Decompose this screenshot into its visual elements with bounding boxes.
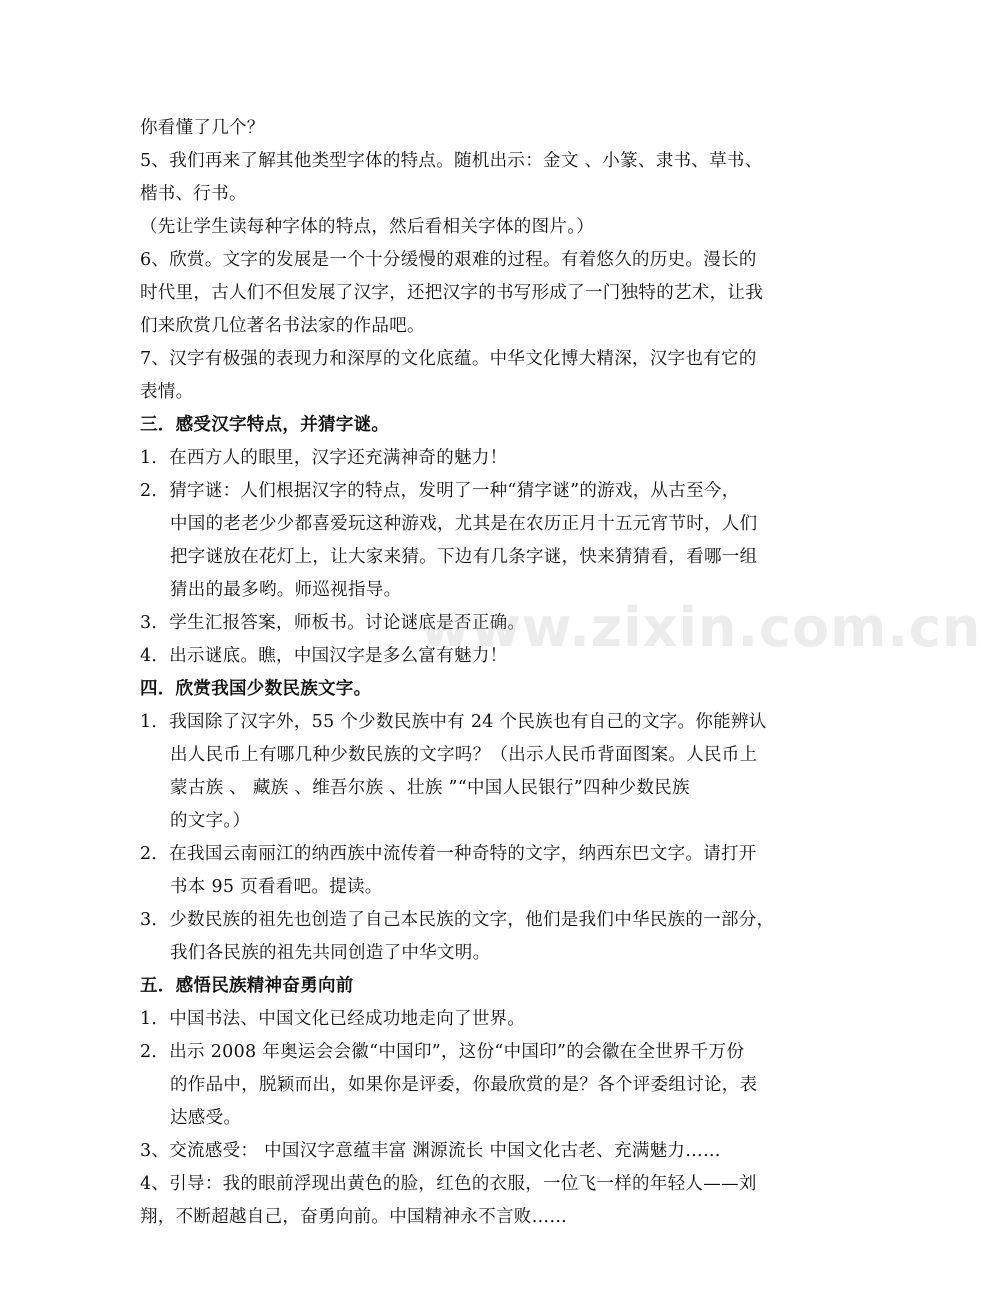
watermark: www.zixin.com.cn <box>420 596 981 659</box>
text-line: 中国的老老少少都喜爱玩这种游戏，尤其是在农历正月十五元宵节时，人们 <box>170 514 758 534</box>
section-heading: 四．欣赏我国少数民族文字。 <box>140 679 372 699</box>
text-line: 1．在西方人的眼里，汉字还充满神奇的魅力！ <box>140 448 508 468</box>
text-line: 2．出示 2008 年奥运会会徽“中国印”，这份“中国印”的会徽在全世界千万份 <box>140 1042 745 1062</box>
text-line: 们来欣赏几位著名书法家的作品吧。 <box>140 316 425 336</box>
text-line: 的文字。） <box>170 811 251 831</box>
section-heading: 三．感受汉字特点，并猜字谜。 <box>140 415 390 435</box>
text-line: 出人民币上有哪几种少数民族的文字吗？（出示人民币背面图案。人民币上 <box>170 745 758 765</box>
text-line: 我们各民族的祖先共同创造了中华文明。 <box>170 943 491 963</box>
text-line: 3、交流感受： 中国汉字意蕴丰富 渊源流长 中国文化古老、充满魅力…… <box>140 1141 721 1161</box>
document-body <box>140 112 785 1234</box>
text-line: 猜出的最多哟。师巡视指导。 <box>170 580 402 600</box>
text-line: 翔，不断超越自己，奋勇向前。中国精神永不言败…… <box>140 1207 568 1227</box>
text-line: 表情。 <box>140 382 194 402</box>
text-line: 5、我们再来了解其他类型字体的特点。随机出示：金文 、小篆、隶书、草书、 <box>140 151 763 171</box>
text-line: 4．出示谜底。瞧，中国汉字是多么富有魅力！ <box>140 646 508 666</box>
text-line: 1．我国除了汉字外，55 个少数民族中有 24 个民族也有自己的文字。你能辨认 <box>140 712 767 732</box>
text-line: （先让学生读每种字体的特点，然后看相关字体的图片。） <box>140 217 595 237</box>
text-line: 7、汉字有极强的表现力和深厚的文化底蕴。中华文化博大精深，汉字也有它的 <box>140 349 757 369</box>
text-line: 2．猜字谜：人们根据汉字的特点，发明了一种“猜字谜”的游戏，从古至今， <box>140 481 740 501</box>
text-line: 4、引导：我的眼前浮现出黄色的脸，红色的衣服，一位飞一样的年轻人——刘 <box>140 1174 757 1194</box>
text-line: 6、欣赏。文字的发展是一个十分缓慢的艰难的过程。有着悠久的历史。漫长的 <box>140 250 757 270</box>
section-heading: 五．感悟民族精神奋勇向前 <box>140 976 354 996</box>
text-line: 3．少数民族的祖先也创造了自己本民族的文字，他们是我们中华民族的一部分， <box>140 910 775 930</box>
text-line: 楷书、行书。 <box>140 184 247 204</box>
text-line: 3．学生汇报答案，师板书。讨论谜底是否正确。 <box>140 613 526 633</box>
text-line: 你看懂了几个？ <box>140 118 265 138</box>
text-line: 2．在我国云南丽江的纳西族中流传着一种奇特的文字，纳西东巴文字。请打开 <box>140 844 757 864</box>
text-line: 达感受。 <box>170 1108 242 1128</box>
text-line: 把字谜放在花灯上，让大家来猜。下边有几条字谜，快来猜猜看，看哪一组 <box>170 547 758 567</box>
text-line: 蒙古族 、 藏族 、维吾尔族 、壮族 ”“中国人民银行”四种少数民族 <box>170 778 690 798</box>
text-line: 书本 95 页看看吧。提读。 <box>170 877 383 897</box>
text-line: 时代里，古人们不但发展了汉字，还把汉字的书写形成了一门独特的艺术，让我 <box>140 283 763 303</box>
text-line: 的作品中，脱颖而出，如果你是评委，你最欣赏的是？各个评委组讨论，表 <box>170 1075 758 1095</box>
text-line: 1．中国书法、中国文化已经成功地走向了世界。 <box>140 1009 526 1029</box>
